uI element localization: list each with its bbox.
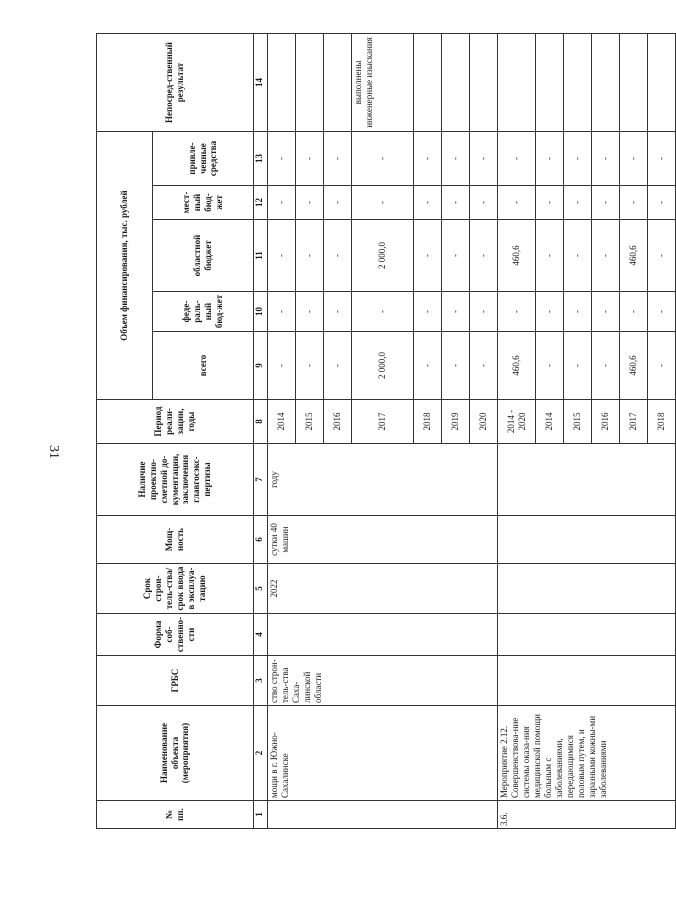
year-cell: 2016 (324, 400, 352, 444)
attracted-cell: - (620, 132, 648, 186)
header-num: № пп. (97, 801, 254, 829)
table-row (268, 34, 296, 829)
column-numbers-row (254, 34, 268, 829)
result-cell (268, 34, 296, 132)
local-cell: - (352, 186, 414, 220)
year-cell: 2018 (414, 400, 442, 444)
attracted-cell: - (414, 132, 442, 186)
federal-cell: - (268, 292, 296, 332)
regional-cell: 2 000,0 (352, 220, 414, 292)
regional-cell: - (648, 220, 676, 292)
regional-cell: - (592, 220, 620, 292)
regional-cell: - (564, 220, 592, 292)
header-capacity: Мощ-ность (97, 516, 254, 564)
federal-cell: - (498, 292, 536, 332)
attracted-cell: - (536, 132, 564, 186)
result-cell (620, 34, 648, 132)
federal-cell: - (324, 292, 352, 332)
column-number: 14 (254, 34, 268, 132)
grbs-cell (498, 656, 676, 706)
column-number: 13 (254, 132, 268, 186)
local-cell: - (296, 186, 324, 220)
federal-cell: - (536, 292, 564, 332)
federal-cell: - (352, 292, 414, 332)
header-federal: феде-раль-ный бюд-жет (153, 292, 254, 332)
rotated-table-wrapper (96, 34, 667, 829)
attracted-cell: - (268, 132, 296, 186)
attracted-cell: - (324, 132, 352, 186)
year-cell: 2015 (296, 400, 324, 444)
local-cell: - (536, 186, 564, 220)
local-cell: - (268, 186, 296, 220)
total-cell: 2 000,0 (352, 332, 414, 400)
term-cell: 2022 (268, 564, 498, 614)
result-cell (592, 34, 620, 132)
attracted-cell: - (648, 132, 676, 186)
result-cell (564, 34, 592, 132)
header-docs: Наличие проектно-сметной до-кументации, заключения главгосэкс-пертизы (97, 444, 254, 516)
result-cell (536, 34, 564, 132)
page-number: 31 (46, 445, 61, 459)
local-cell: - (648, 186, 676, 220)
header-total: всего (153, 332, 254, 400)
header-period: Период реали-зации, годы (97, 400, 254, 444)
result-cell (470, 34, 498, 132)
total-cell: - (296, 332, 324, 400)
result-cell (498, 34, 536, 132)
federal-cell: - (620, 292, 648, 332)
total-cell: - (268, 332, 296, 400)
result-cell (648, 34, 676, 132)
regional-cell: - (414, 220, 442, 292)
header-grbs: ГРБС (97, 656, 254, 706)
local-cell: - (498, 186, 536, 220)
column-number: 10 (254, 292, 268, 332)
row-number-cell (268, 801, 498, 829)
year-cell: 2014 (268, 400, 296, 444)
header-ownership: Форма соб-ственно-сти (97, 614, 254, 656)
total-cell: - (536, 332, 564, 400)
header-regional: областной бюджет (153, 220, 254, 292)
year-cell: 2016 (592, 400, 620, 444)
regional-cell: 460,6 (498, 220, 536, 292)
result-cell (414, 34, 442, 132)
total-cell: - (442, 332, 470, 400)
header-result: Непосред-ственный результат (97, 34, 254, 132)
federal-cell: - (442, 292, 470, 332)
total-cell: - (564, 332, 592, 400)
local-cell: - (470, 186, 498, 220)
result-cell (442, 34, 470, 132)
header-term: Срок строи-тель-ства/срок ввода в эксплуа-тацию (97, 564, 254, 614)
attracted-cell: - (296, 132, 324, 186)
federal-cell: - (648, 292, 676, 332)
object-name-cell: мощи в г. Южно-Сахалинске (268, 706, 498, 801)
capacity-cell: сутки 40 машин (268, 516, 498, 564)
total-cell: - (648, 332, 676, 400)
term-cell (498, 564, 676, 614)
total-cell: - (324, 332, 352, 400)
federal-cell: - (470, 292, 498, 332)
federal-cell: - (296, 292, 324, 332)
regional-cell: - (536, 220, 564, 292)
column-number: 6 (254, 516, 268, 564)
row-number-cell: 3.6. (498, 801, 676, 829)
grbs-cell: ство строн-тель-ства Саха-линской области (268, 656, 498, 706)
column-number: 2 (254, 706, 268, 801)
ownership-cell (498, 614, 676, 656)
object-name-cell: Мероприятие 2.12. Совершенствова-ние системы оказа-ния медицинской помощи больным с заболеваниями, передающимися половым путем, и заразными кожны-ми заболеваниями (498, 706, 676, 801)
header-name: Наименование объекта (мероприятия) (97, 706, 254, 801)
federal-cell: - (414, 292, 442, 332)
regional-cell: - (442, 220, 470, 292)
regional-cell: - (324, 220, 352, 292)
ownership-cell (268, 614, 498, 656)
year-cell: 2019 (442, 400, 470, 444)
local-cell: - (442, 186, 470, 220)
table-row (498, 34, 536, 829)
regional-cell: - (268, 220, 296, 292)
total-cell: - (592, 332, 620, 400)
column-number: 9 (254, 332, 268, 400)
year-cell: 2017 (620, 400, 648, 444)
attracted-cell: - (498, 132, 536, 186)
docs-cell: году (268, 444, 498, 516)
column-number: 12 (254, 186, 268, 220)
total-cell: - (414, 332, 442, 400)
docs-cell (498, 444, 676, 516)
regional-cell: - (296, 220, 324, 292)
total-cell: - (470, 332, 498, 400)
column-number: 7 (254, 444, 268, 516)
header-attracted: привле-ченные средства (153, 132, 254, 186)
attracted-cell: - (352, 132, 414, 186)
result-cell: выполнены инженерные изыскания (352, 34, 414, 132)
capacity-cell (498, 516, 676, 564)
attracted-cell: - (592, 132, 620, 186)
regional-cell: - (470, 220, 498, 292)
column-number: 8 (254, 400, 268, 444)
column-number: 3 (254, 656, 268, 706)
local-cell: - (564, 186, 592, 220)
regional-cell: 460,6 (620, 220, 648, 292)
local-cell: - (592, 186, 620, 220)
attracted-cell: - (470, 132, 498, 186)
federal-cell: - (564, 292, 592, 332)
funding-table (96, 33, 676, 829)
attracted-cell: - (564, 132, 592, 186)
total-cell: 460,6 (498, 332, 536, 400)
header-local: мест-ный бюд-жет (153, 186, 254, 220)
total-cell: 460,6 (620, 332, 648, 400)
federal-cell: - (592, 292, 620, 332)
column-number: 4 (254, 614, 268, 656)
year-cell: 2014 - 2020 (498, 400, 536, 444)
result-cell (324, 34, 352, 132)
year-cell: 2015 (564, 400, 592, 444)
local-cell: - (324, 186, 352, 220)
column-number: 5 (254, 564, 268, 614)
year-cell: 2020 (470, 400, 498, 444)
year-cell: 2018 (648, 400, 676, 444)
year-cell: 2017 (352, 400, 414, 444)
year-cell: 2014 (536, 400, 564, 444)
local-cell: - (620, 186, 648, 220)
header-funding: Объем финансирования, тыс. рублей (97, 132, 153, 400)
column-number: 11 (254, 220, 268, 292)
local-cell: - (414, 186, 442, 220)
attracted-cell: - (442, 132, 470, 186)
result-cell (296, 34, 324, 132)
column-number: 1 (254, 801, 268, 829)
